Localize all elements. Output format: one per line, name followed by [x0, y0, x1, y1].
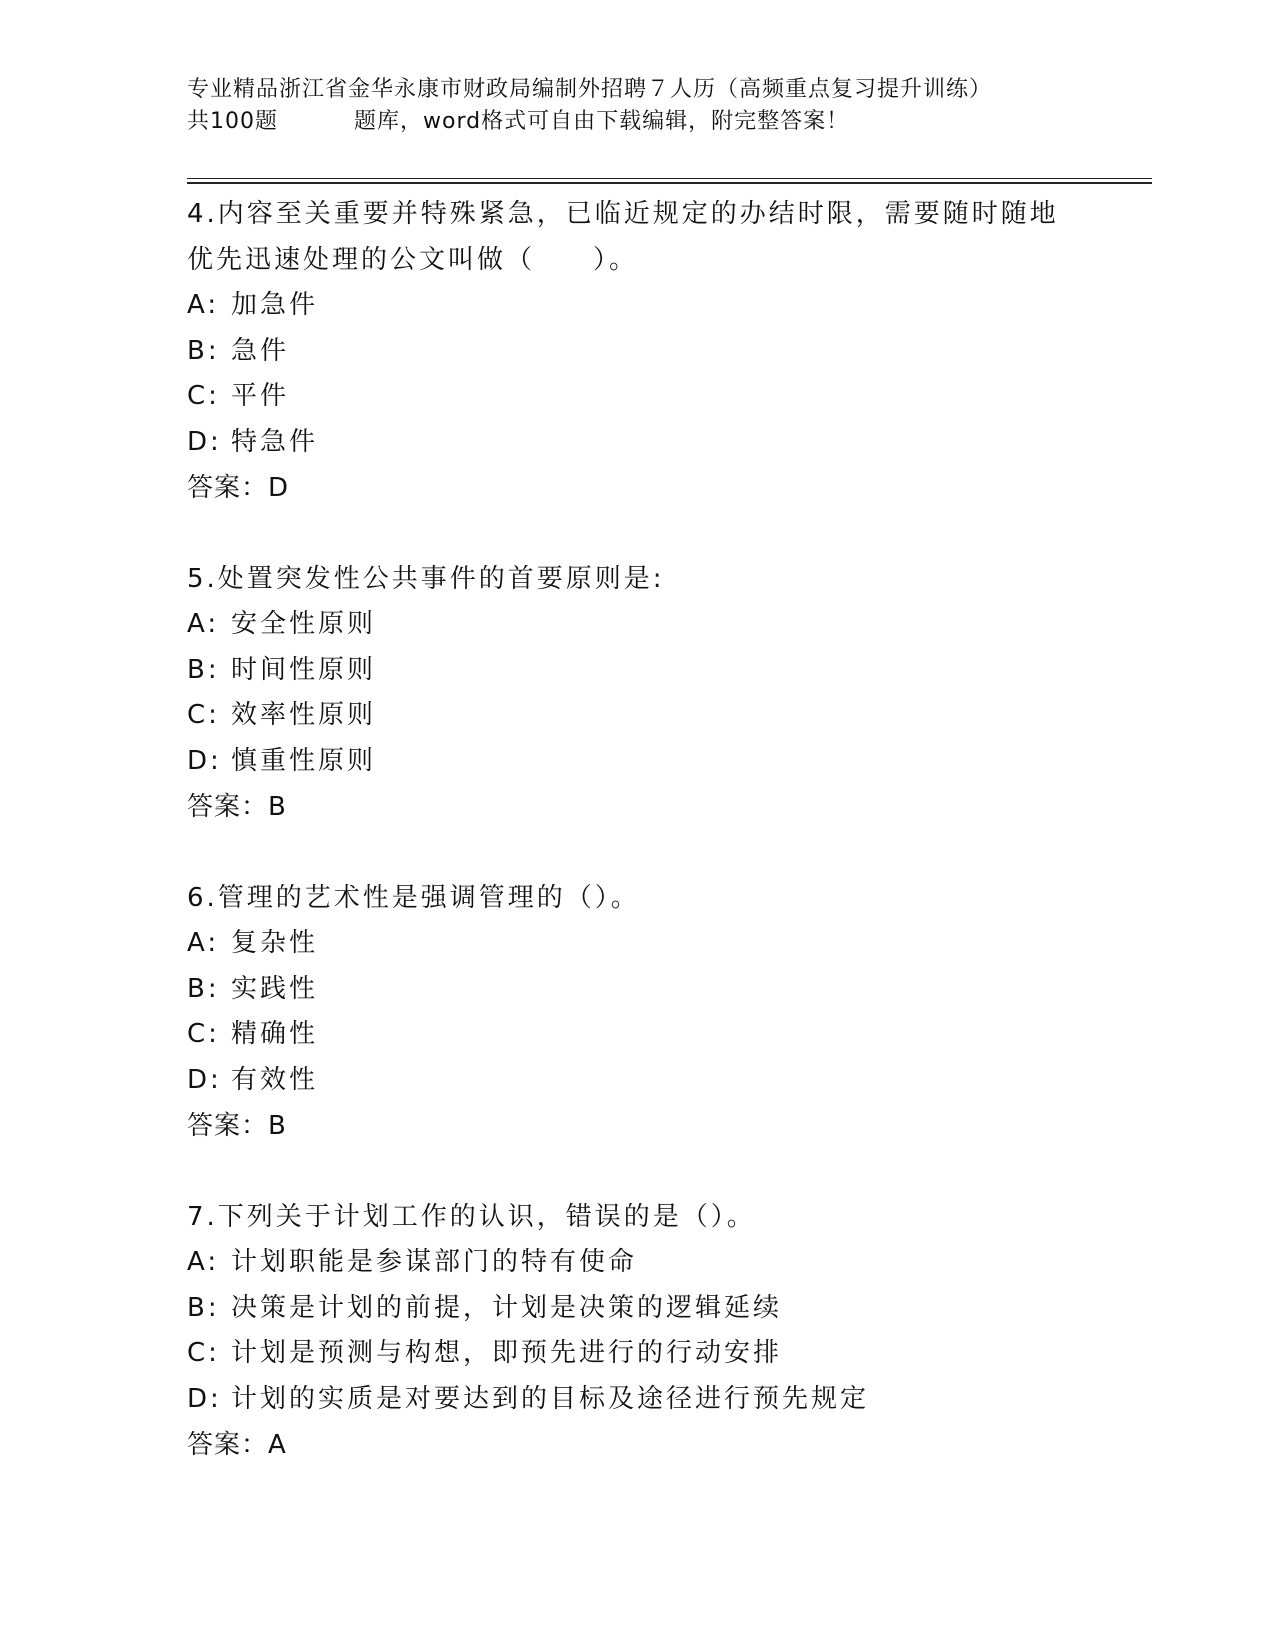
- header-rule-thick: [187, 182, 1152, 184]
- option-key: C:: [187, 1019, 220, 1049]
- option-text: 有效性: [231, 1064, 319, 1095]
- option-b: [187, 648, 1087, 694]
- option-a: [187, 602, 1087, 648]
- question-item: [187, 191, 1087, 511]
- option-c: [187, 1331, 1087, 1377]
- option-text: 计划职能是参谋部门的特有使命: [231, 1247, 638, 1277]
- question-text: [187, 556, 1087, 602]
- option-key: D:: [187, 745, 222, 776]
- option-key: A:: [187, 609, 220, 639]
- option-key: B:: [187, 335, 220, 366]
- option-text: 决策是计划的前提，计划是决策的逻辑延续: [231, 1292, 783, 1323]
- question-text-line: 优先迅速处理的公文叫做（ ）。: [187, 245, 639, 275]
- question-text-line: 7.下列关于计划工作的认识，错误的是（）。: [187, 1202, 756, 1232]
- question-text: [187, 875, 1087, 921]
- header-rule-thin: [187, 178, 1152, 179]
- question-text-line: 5.处置突发性公共事件的首要原则是:: [187, 564, 665, 594]
- option-c: [187, 1012, 1087, 1058]
- option-text: 急件: [231, 335, 290, 366]
- option-key: C:: [187, 700, 220, 730]
- header-subtitle-line: [187, 106, 1087, 138]
- question-text-line: 6.管理的艺术性是强调管理的（）。: [187, 883, 640, 913]
- option-text: 实践性: [231, 973, 319, 1004]
- option-text: 时间性原则: [231, 654, 377, 685]
- option-a: [187, 921, 1087, 967]
- answer-line: 答案：B: [187, 1111, 287, 1141]
- option-d: [187, 420, 1087, 466]
- header-question-count: 共100题: [187, 109, 278, 134]
- option-text: 效率性原则: [231, 700, 377, 730]
- option-c: [187, 693, 1087, 739]
- option-text: 安全性原则: [231, 609, 377, 639]
- option-key: B:: [187, 973, 220, 1004]
- option-text: 计划是预测与构想，即预先进行的行动安排: [231, 1338, 783, 1368]
- option-key: A:: [187, 928, 220, 958]
- option-text: 加急件: [231, 290, 319, 320]
- question-text: [187, 1194, 1087, 1240]
- option-text: 计划的实质是对要达到的目标及途径进行预先规定: [231, 1383, 870, 1414]
- option-key: A:: [187, 1247, 220, 1277]
- question-item: [187, 1194, 1087, 1468]
- question-item: [187, 875, 1087, 1149]
- option-key: A:: [187, 290, 220, 320]
- option-b: [187, 329, 1087, 375]
- option-key: C:: [187, 1338, 220, 1368]
- option-b: [187, 1286, 1087, 1332]
- option-d: [187, 1058, 1087, 1104]
- header-title-line: 专业精品浙江省金华永康市财政局编制外招聘７人历（高频重点复习提升训练）: [187, 77, 993, 102]
- option-key: D:: [187, 426, 222, 457]
- option-key: D:: [187, 1064, 222, 1095]
- option-text: 特急件: [231, 426, 319, 457]
- answer-line: 答案：B: [187, 792, 287, 822]
- question-text-line: 4.内容至关重要并特殊紧急，已临近规定的办结时限，需要随时随地: [187, 199, 1059, 229]
- option-b: [187, 967, 1087, 1013]
- question-list: [187, 191, 1087, 1513]
- option-text: 平件: [231, 381, 290, 411]
- answer-line: 答案：D: [187, 473, 290, 503]
- option-text: 慎重性原则: [231, 745, 377, 776]
- answer-line: 答案：A: [187, 1430, 287, 1460]
- option-d: [187, 1377, 1087, 1423]
- document-header: [187, 74, 1087, 138]
- option-d: [187, 739, 1087, 785]
- option-key: D:: [187, 1383, 222, 1414]
- option-c: [187, 374, 1087, 420]
- option-a: [187, 283, 1087, 329]
- header-description: 题库，word格式可自由下载编辑，附完整答案！: [354, 109, 850, 134]
- option-text: 复杂性: [231, 928, 319, 958]
- option-a: [187, 1240, 1087, 1286]
- option-key: C:: [187, 381, 220, 411]
- option-text: 精确性: [231, 1019, 319, 1049]
- option-key: B:: [187, 654, 220, 685]
- question-item: [187, 556, 1087, 830]
- question-text: [187, 191, 1087, 283]
- option-key: B:: [187, 1292, 220, 1323]
